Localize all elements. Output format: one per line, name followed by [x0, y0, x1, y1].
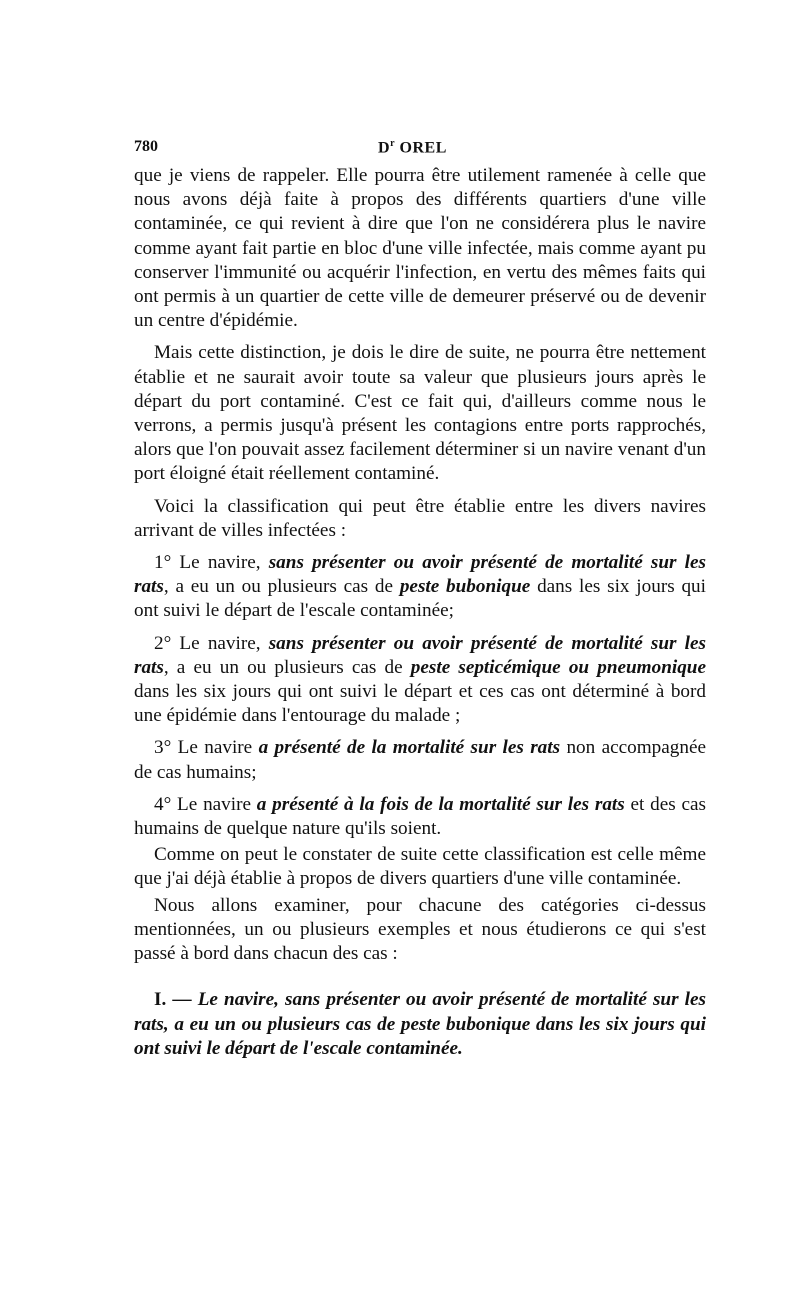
document-page [134, 138, 706, 1061]
item-emphasis: sans présenter ou avoir présenté de mortalité sur les rats [134, 552, 706, 598]
paragraph-classification-intro: Voici la classification qui peut être établie entre les divers navires arrivant de villes infectées : [134, 495, 706, 541]
item-emphasis: peste bubonique [399, 576, 531, 598]
item-text: dans les six jours qui ont suivi le départ et ces cas ont déterminé à bord une épidémie dans l'entourage du malade ; [134, 681, 706, 727]
item-emphasis: a présenté de la mortalité sur les rats [258, 737, 561, 759]
author-prefix: D [378, 139, 391, 157]
paragraph-examination: Nous allons examiner, pour chacune des catégories ci-dessus mentionnées, un ou plusieurs exemples et nous étudierons ce qui s'est passé à bord dans chacun des cas : [134, 894, 706, 965]
item-number: 2° [154, 632, 172, 654]
item-text: Le navire, [171, 552, 269, 574]
item-number: 3° [154, 737, 172, 759]
section-title: Le navire, sans présenter ou avoir présenté de mortalité sur les rats, a eu un ou plusieurs cas de peste bubonique dans les six jours qui ont suivi le départ de l'escale contaminée. [134, 989, 707, 1059]
item-emphasis: sans présenter ou avoir présenté de mortalité sur les rats [134, 632, 706, 678]
section-label: I. — [154, 989, 198, 1011]
classification-item-2 [134, 632, 706, 729]
page-number: 780 [134, 138, 158, 155]
paragraph-comparison: Comme on peut le constater de suite cette classification est celle même que j'ai déjà établie à propos de divers quartiers d'une ville contaminée. [134, 844, 706, 890]
item-text: Le navire, [171, 632, 269, 654]
section-heading [134, 988, 706, 1061]
paragraph-continuation: que je viens de rappeler. Elle pourra être utilement ramenée à celle que nous avons déjà faite à propos des différents quartiers d'une ville contaminée, ce qui revient à dire que l'on ne considérera plus le navire comme ayant fait partie en bloc d'une ville infectée, mais comme ayant pu conserver l'immunité ou acquérir l'infection, en vertu des mêmes faits qui ont permis à un quartier de cette ville de demeurer préservé ou de devenir un centre d'épidémie. [134, 165, 706, 332]
author-name: OREL [399, 139, 447, 157]
author-prefix-superscript: r [390, 138, 396, 149]
item-number: 1° [154, 552, 172, 574]
classification-item-3 [134, 736, 706, 784]
item-emphasis: a présenté à la fois de la mortalité sur les rats [256, 793, 625, 815]
paragraph-distinction: Mais cette distinction, je dois le dire de suite, ne pourra être nettement établie et ne saurait avoir toute sa valeur que plusieurs jours après le départ du port contaminé. C'est ce fait qui, d'ailleurs comme nous le verrons, a permis jusqu'à présent les contagions entre ports rapprochés, alors que l'on pouvait assez facilement déterminer si un navire venant d'un port éloigné était réellement contaminé. [134, 342, 706, 485]
item-text: dans les six jours qui ont suivi le départ de l'escale contaminée; [134, 576, 706, 622]
item-text: , a eu un ou plusieurs cas de [163, 576, 400, 598]
item-emphasis: peste septicémique ou pneumonique [410, 656, 706, 678]
item-text: Le navire [171, 737, 259, 759]
item-text: Le navire [171, 793, 257, 815]
body-text [134, 164, 706, 1061]
classification-item-4 [134, 793, 706, 841]
running-head [134, 138, 706, 164]
classification-item-1 [134, 551, 706, 624]
item-text: non accompagnée de cas humains; [134, 737, 706, 783]
item-text: , a eu un ou plusieurs cas de [163, 656, 411, 678]
item-text: et des cas humains de quelque nature qu'ils soient. [134, 793, 706, 840]
item-number: 4° [154, 793, 172, 815]
running-title [378, 138, 447, 157]
